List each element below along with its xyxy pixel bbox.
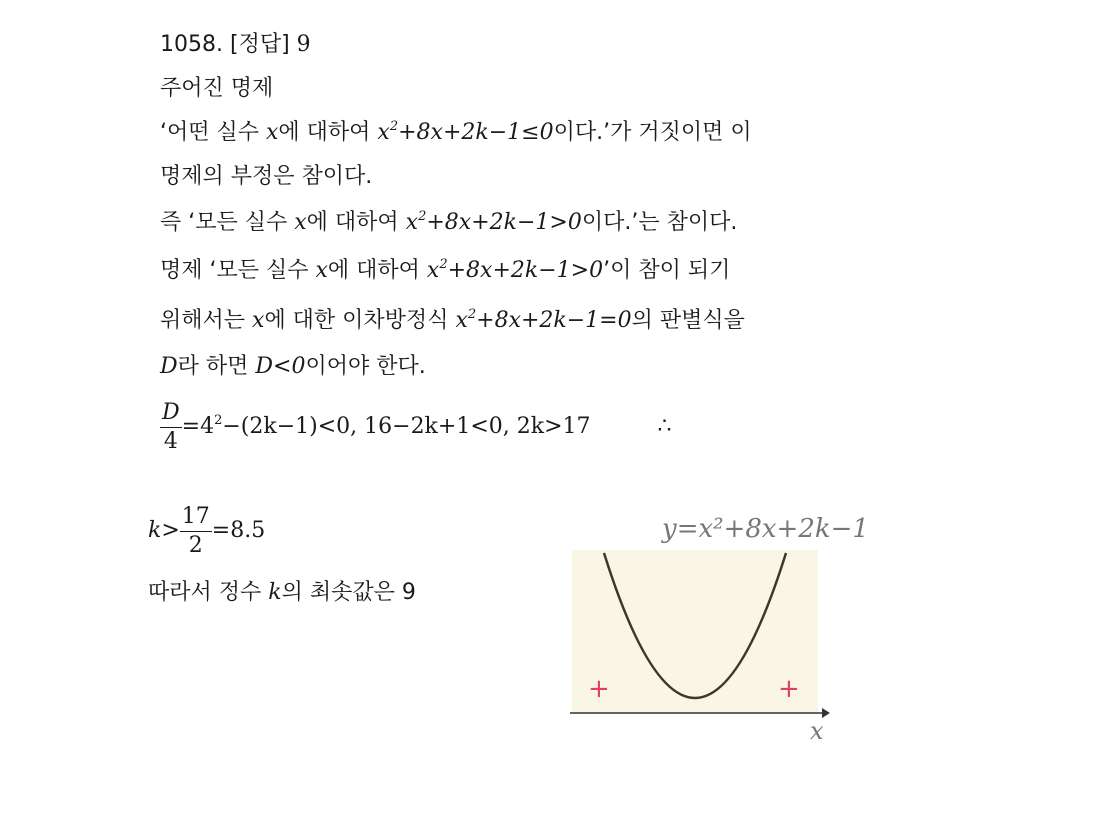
var-x: x bbox=[315, 258, 328, 283]
graph-equation: y=x²+8x+2k−1 bbox=[662, 514, 869, 544]
therefore-symbol: ∴ bbox=[657, 414, 672, 439]
math-expression: $x^2$ bbox=[426, 257, 448, 283]
text: ’이 참이 되기 bbox=[603, 258, 731, 283]
answer-label: [정답] bbox=[229, 32, 290, 57]
problem-number: 1058. bbox=[160, 32, 223, 57]
solution-line-11 bbox=[148, 578, 416, 608]
text: 에 대하여 bbox=[327, 258, 427, 283]
text: 이다.’가 거짓이면 이 bbox=[553, 120, 752, 145]
answer-value: 9 bbox=[296, 32, 311, 57]
math-expression: +8x+2k−1>0 bbox=[426, 210, 582, 235]
numerator: 17 bbox=[180, 503, 212, 532]
var-x: x bbox=[266, 120, 279, 145]
solution-line-8 bbox=[160, 352, 426, 382]
solution-line-6 bbox=[160, 256, 730, 286]
solution-line-2: 주어진 명제 bbox=[160, 76, 274, 101]
problem-header bbox=[160, 30, 311, 60]
fraction-d-over-4 bbox=[160, 399, 182, 456]
math-expression: k> bbox=[148, 518, 180, 543]
denominator: 2 bbox=[188, 532, 203, 558]
fraction-17-over-2 bbox=[180, 503, 212, 560]
text: 위해서는 bbox=[160, 308, 253, 333]
text: 따라서 정수 bbox=[148, 580, 269, 605]
text: 에 대한 이차방정식 bbox=[264, 308, 456, 333]
text: =4 bbox=[181, 414, 215, 439]
plus-sign-right: + bbox=[778, 674, 800, 704]
math-expression: $=4^2-(2k-1)<0$, 16−2k+1<0, 2k>17 bbox=[181, 413, 591, 439]
text: 즉 ‘모든 실수 bbox=[160, 210, 295, 235]
text: 의 판별식을 bbox=[631, 308, 745, 333]
text: 라 하면 bbox=[177, 354, 256, 379]
math-expression: $x^2$ bbox=[405, 209, 427, 235]
math-expression: +8x+2k−1≤0 bbox=[398, 120, 554, 145]
solution-line-5 bbox=[160, 208, 737, 238]
text: 이어야 한다. bbox=[305, 354, 426, 379]
var-k: k bbox=[268, 580, 282, 605]
math-expression: D<0 bbox=[255, 354, 306, 379]
text: 의 최솟값은 9 bbox=[281, 580, 416, 605]
var-x: x bbox=[294, 210, 307, 235]
text: 에 대하여 bbox=[278, 120, 378, 145]
var-x: x bbox=[252, 308, 265, 333]
var-d: D bbox=[160, 354, 178, 379]
numerator: D bbox=[160, 399, 182, 428]
text: 에 대하여 bbox=[306, 210, 406, 235]
text: ‘어떤 실수 bbox=[160, 120, 266, 145]
math-expression: +8x+2k−1=0 bbox=[476, 308, 632, 333]
math-expression: $x^2$ bbox=[455, 307, 477, 333]
solution-line-9 bbox=[160, 396, 672, 458]
solution-line-4: 명제의 부정은 참이다. bbox=[160, 164, 373, 189]
math-expression: =8.5 bbox=[211, 518, 266, 543]
x-axis-label: x bbox=[810, 717, 824, 745]
solution-line-3 bbox=[160, 118, 752, 148]
text: 이다.’는 참이다. bbox=[581, 210, 738, 235]
parabola-graph bbox=[560, 505, 920, 755]
solution-line-10 bbox=[148, 500, 265, 562]
solution-line-7 bbox=[160, 306, 745, 336]
math-expression: $x^2$ bbox=[377, 119, 399, 145]
text: 명제 ‘모든 실수 bbox=[160, 258, 316, 283]
denominator: 4 bbox=[163, 428, 178, 454]
math-expression: +8x+2k−1>0 bbox=[447, 258, 604, 283]
text: −(2k−1)<0, 16−2k+1<0, 2k>17 bbox=[222, 414, 591, 439]
plus-sign-left: + bbox=[588, 674, 610, 704]
